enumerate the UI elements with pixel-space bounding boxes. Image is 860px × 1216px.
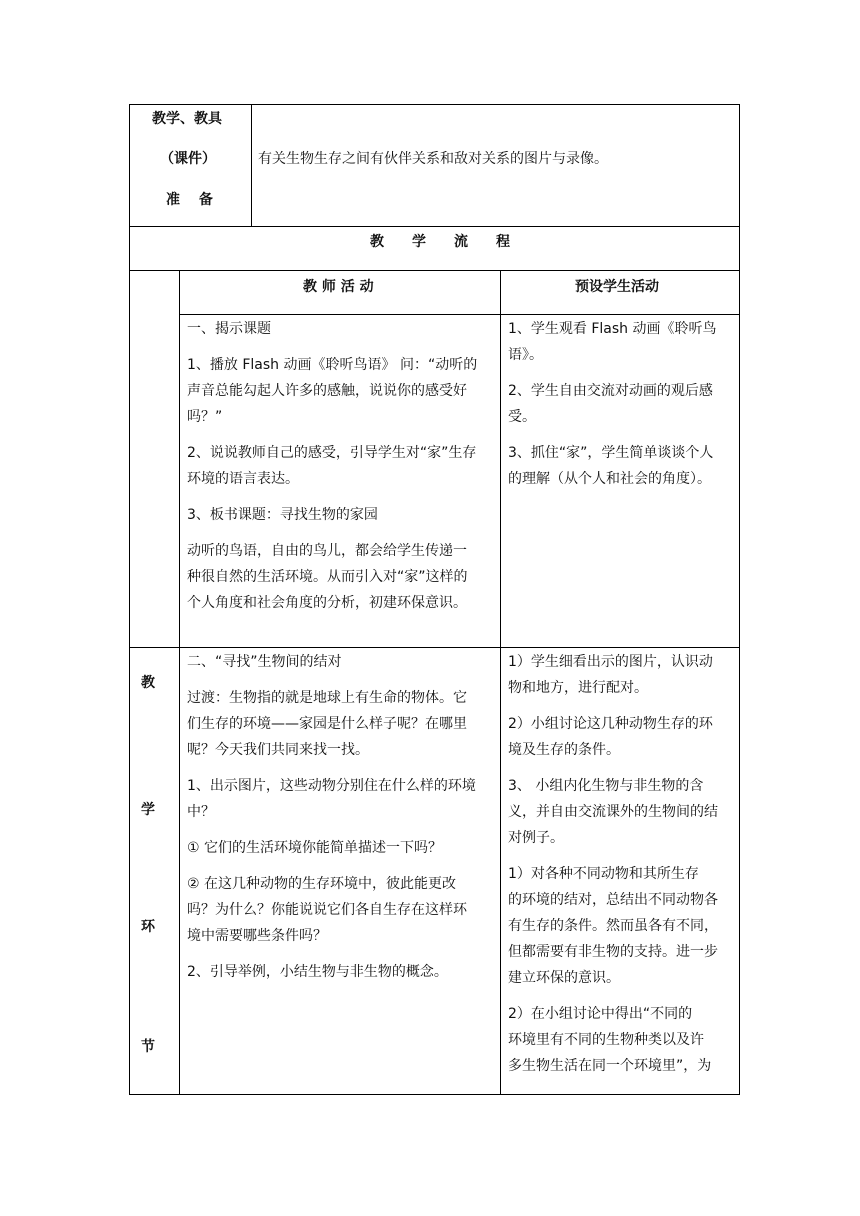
activity-column-divider	[500, 270, 501, 1095]
header-row-bottom-border	[179, 314, 740, 315]
text-line: ② 在这几种动物的生存环境中，彼此能更改	[187, 876, 456, 892]
student-activity-header: 预设学生活动	[575, 279, 659, 295]
prep-content: 有关生物生存之间有伙伴关系和敌对关系的图片与录像。	[258, 151, 608, 167]
table-left-border	[129, 104, 130, 1095]
text-line: 2、说说教师自己的感受，引导学生对“家”生存	[187, 445, 477, 461]
text-line: 过渡：生物指的就是地球上有生命的物体。它	[187, 690, 467, 706]
side-label-char: 节	[141, 1039, 155, 1055]
text-line: 多生物生活在同一个环境里”，为	[508, 1058, 712, 1074]
text-line: 2）小组讨论这几种动物生存的环	[508, 716, 713, 732]
text-line: 对例子。	[508, 830, 564, 846]
text-line: 1）对各种不同动物和其所生存	[508, 866, 699, 882]
prep-row-bottom-border	[129, 226, 740, 227]
text-line: 语》。	[508, 347, 543, 363]
text-line: 3、板书课题：寻找生物的家园	[187, 507, 378, 523]
text-line: 3、抓住“家”，学生简单谈谈个人	[508, 445, 714, 461]
text-line: 物和地方，进行配对。	[508, 680, 648, 696]
text-line: 受。	[508, 409, 536, 425]
table-bottom-border	[129, 1094, 740, 1095]
prep-label-line3: 准 备	[166, 192, 213, 208]
text-line: 中？	[187, 804, 215, 820]
text-line: 1）学生细看出示的图片，认识动	[508, 654, 713, 670]
section2-teacher-cell	[187, 649, 476, 985]
section1-student-cell	[508, 316, 717, 492]
text-line: 1、学生观看 Flash 动画《聆听鸟	[508, 321, 717, 337]
teacher-activity-header: 教 师 活 动	[303, 279, 374, 295]
text-line: 境及生存的条件。	[508, 742, 620, 758]
table-top-border	[129, 104, 740, 105]
flow-title: 教 学 流 程	[370, 234, 510, 250]
text-line: 的环境的结对，总结出不同动物各	[508, 892, 718, 908]
text-line: 呢？今天我们共同来找一找。	[187, 742, 369, 758]
flow-title-row-bottom-border	[129, 270, 740, 271]
text-line: ① 它们的生活环境你能简单描述一下吗？	[187, 840, 442, 856]
side-label-char: 环	[141, 919, 155, 935]
text-line: 有生存的条件。然而虽各有不同，	[508, 918, 718, 934]
section2-heading: 二、“寻找”生物间的结对	[187, 654, 342, 670]
text-line: 动听的鸟语，自由的鸟儿，都会给学生传递一	[187, 543, 467, 559]
text-line: 2）在小组讨论中得出“不同的	[508, 1006, 693, 1022]
text-line: 种很自然的生活环境。从而引入对“家”这样的	[187, 569, 468, 585]
side-column-divider	[179, 270, 180, 1095]
text-line: 吗？为什么？你能说说它们各自生存在这样环	[187, 902, 467, 918]
text-line: 的理解（从个人和社会的角度）。	[508, 471, 711, 487]
text-line: 2、学生自由交流对动画的观后感	[508, 383, 713, 399]
text-line: 们生存的环境——家园是什么样子呢？在哪里	[187, 716, 467, 732]
side-label-char: 教	[141, 675, 155, 691]
text-line: 建立环保的意识。	[508, 970, 620, 986]
table-right-border	[739, 104, 740, 1095]
text-line: 吗？”	[187, 409, 223, 425]
text-line: 个人角度和社会角度的分析，初建环保意识。	[187, 595, 467, 611]
text-line: 环境的语言表达。	[187, 471, 299, 487]
text-line: 2、引导举例，小结生物与非生物的概念。	[187, 964, 448, 980]
prep-label-line2: （课件）	[160, 151, 216, 167]
text-line: 声音总能勾起人许多的感触，说说你的感受好	[187, 383, 467, 399]
text-line: 1、播放 Flash 动画《聆听鸟语》 问：“动听的	[187, 357, 478, 373]
text-line: 环境里有不同的生物种类以及许	[508, 1032, 704, 1048]
text-line: 1、出示图片，这些动物分别住在什么样的环境	[187, 778, 476, 794]
section2-student-cell	[508, 649, 718, 1079]
section1-bottom-border	[129, 647, 740, 648]
side-label-char: 学	[141, 802, 155, 818]
section1-teacher-cell	[187, 316, 477, 616]
text-line: 境中需要哪些条件吗？	[187, 928, 327, 944]
text-line: 义，并自由交流课外的生物间的结	[508, 804, 718, 820]
section1-heading: 一、揭示课题	[187, 321, 271, 337]
text-line: 但都需要有非生物的支持。进一步	[508, 944, 718, 960]
text-line: 3、 小组内化生物与非生物的含	[508, 778, 704, 794]
prep-label-line1: 教学、教具	[152, 111, 222, 127]
prep-divider	[251, 104, 252, 226]
